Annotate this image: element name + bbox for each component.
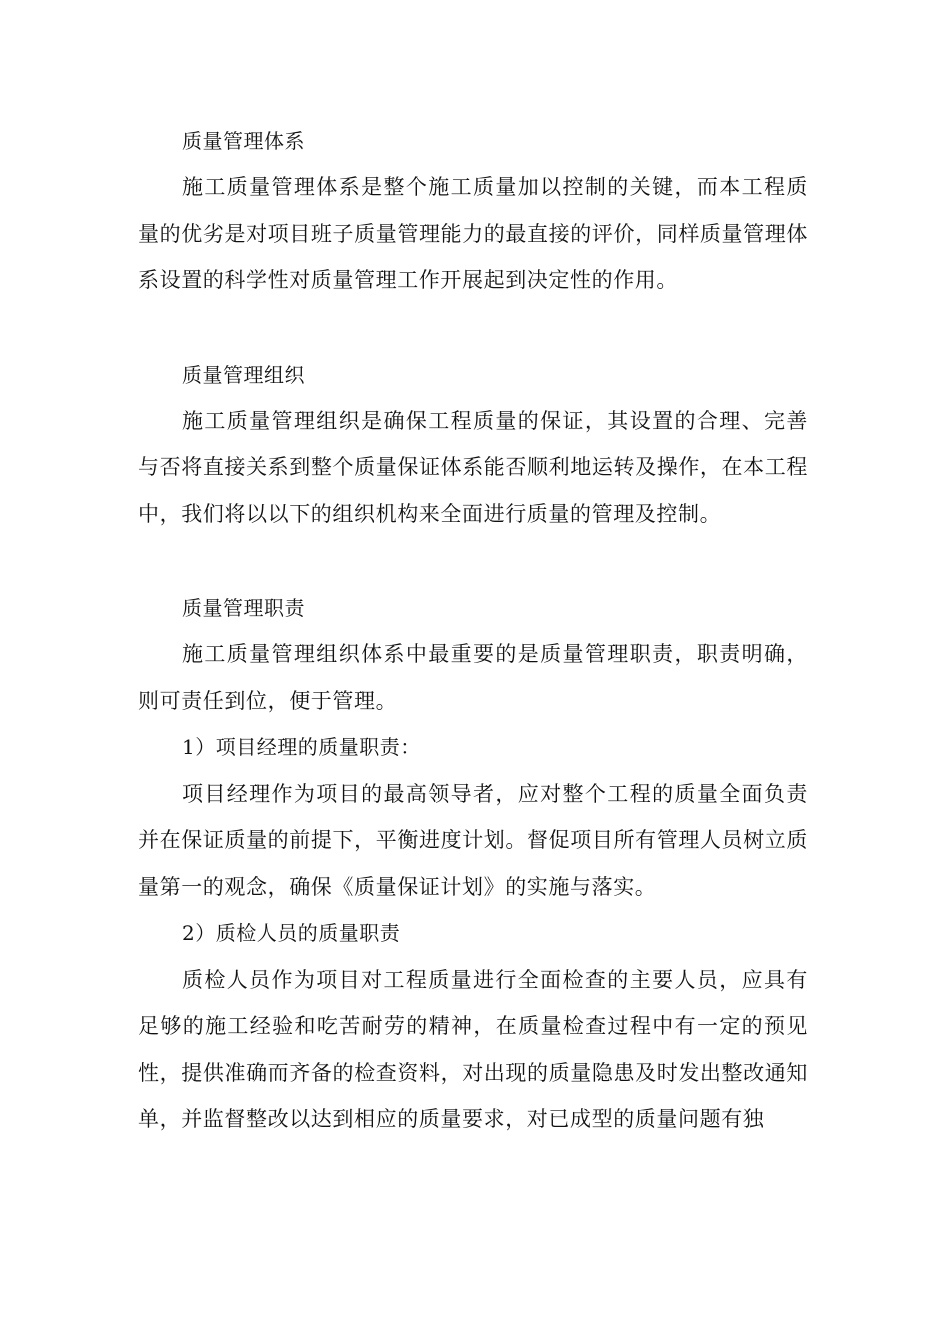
item-body-project-manager: 项目经理作为项目的最高领导者，应对整个工程的质量全面负责并在保证质量的前提下，平衡进度计划。督促项目所有管理人员树立质量第一的观念，确保《质量保证计划》的实施与落实。: [138, 781, 808, 899]
section-body-quality-system: 施工质量管理体系是整个施工质量加以控制的关键，而本工程质量的优劣是对项目班子质量管理能力的最直接的评价，同样质量管理体系设置的科学性对质量管理工作开展起到决定性的作用。: [138, 175, 808, 292]
section-spacer: [138, 537, 808, 585]
section-body-quality-organization: 施工质量管理组织是确保工程质量的保证，其设置的合理、完善与否将直接关系到整个质量保证体系能否顺利地运转及操作，在本工程中，我们将以以下的组织机构来全面进行质量的管理及控制。: [138, 408, 808, 526]
section-heading-quality-system: 质量管理体系: [182, 129, 305, 153]
item-label-quality-inspector: 2）质检人员的质量职责: [182, 921, 401, 945]
section-heading-quality-duties: 质量管理职责: [182, 596, 305, 620]
document-content: [138, 118, 808, 1143]
section-spacer: [138, 304, 808, 352]
item-label-project-manager: 1）项目经理的质量职责：: [182, 735, 421, 759]
item-body-quality-inspector: 质检人员作为项目对工程质量进行全面检查的主要人员，应具有足够的施工经验和吃苦耐劳的精神，在质量检查过程中有一定的预见性，提供准确而齐备的检查资料，对出现的质量隐患及时发出整改通知单，并监督整改以达到相应的质量要求，对已成型的质量问题有独: [138, 967, 808, 1131]
section-heading-quality-organization: 质量管理组织: [182, 362, 305, 387]
section-body-quality-duties: 施工质量管理组织体系中最重要的是质量管理职责，职责明确，则可责任到位，便于管理。: [138, 642, 808, 713]
